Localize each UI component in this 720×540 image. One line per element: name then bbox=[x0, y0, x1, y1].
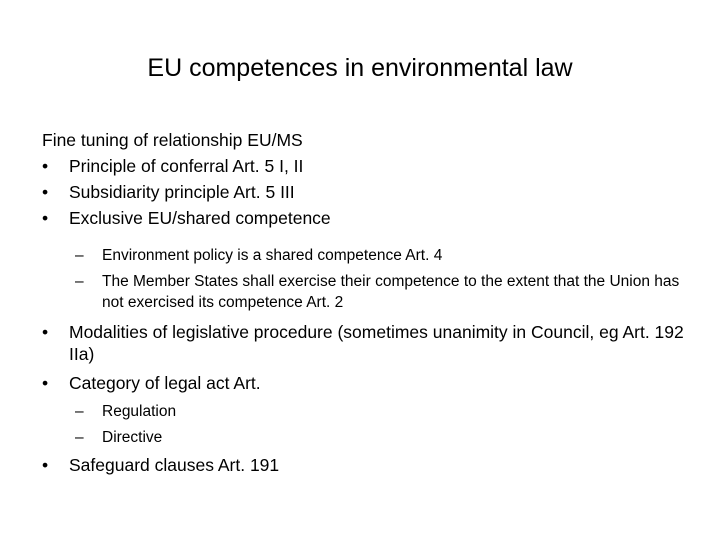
sub-text: Directive bbox=[102, 429, 163, 446]
bullet-text: Principle of conferral Art. 5 I, II bbox=[69, 156, 304, 176]
sub-item bbox=[75, 401, 695, 422]
bullet-text: Safeguard clauses Art. 191 bbox=[69, 455, 280, 475]
sub-marker: – bbox=[75, 429, 84, 446]
slide-title: EU competences in environmental law bbox=[147, 54, 573, 82]
sub-text: Regulation bbox=[102, 403, 177, 420]
sub-marker: – bbox=[75, 247, 84, 264]
bullet-marker: • bbox=[42, 182, 49, 202]
bullet-marker: • bbox=[42, 156, 49, 176]
bullet-text: Category of legal act Art. bbox=[69, 373, 261, 393]
bullet-item bbox=[42, 207, 712, 229]
sub-item bbox=[75, 271, 695, 313]
sub-marker: – bbox=[75, 273, 84, 290]
bullet-item bbox=[42, 372, 712, 394]
sub-text: Environment policy is a shared competence Art. 4 bbox=[102, 247, 443, 264]
bullet-item bbox=[42, 181, 712, 203]
bullet-item bbox=[42, 155, 712, 177]
bullet-marker: • bbox=[42, 455, 49, 475]
sub-text: The Member States shall exercise their competence to the extent that the Union has not exercised its competence Art. 2 bbox=[102, 273, 680, 311]
bullet-text: Subsidiarity principle Art. 5 III bbox=[69, 182, 295, 202]
bullet-item bbox=[42, 321, 712, 365]
bullet-item bbox=[42, 454, 712, 476]
bullet-marker: • bbox=[42, 322, 49, 342]
bullet-text: Modalities of legislative procedure (sometimes unanimity in Council, eg Art. 192 IIa) bbox=[69, 322, 684, 364]
bullet-marker: • bbox=[42, 373, 49, 393]
sub-item bbox=[75, 245, 695, 266]
bullet-text: Exclusive EU/shared competence bbox=[69, 208, 331, 228]
sub-item bbox=[75, 427, 695, 448]
sub-marker: – bbox=[75, 403, 84, 420]
bullet-marker: • bbox=[42, 208, 49, 228]
intro-line: Fine tuning of relationship EU/MS bbox=[42, 130, 303, 150]
